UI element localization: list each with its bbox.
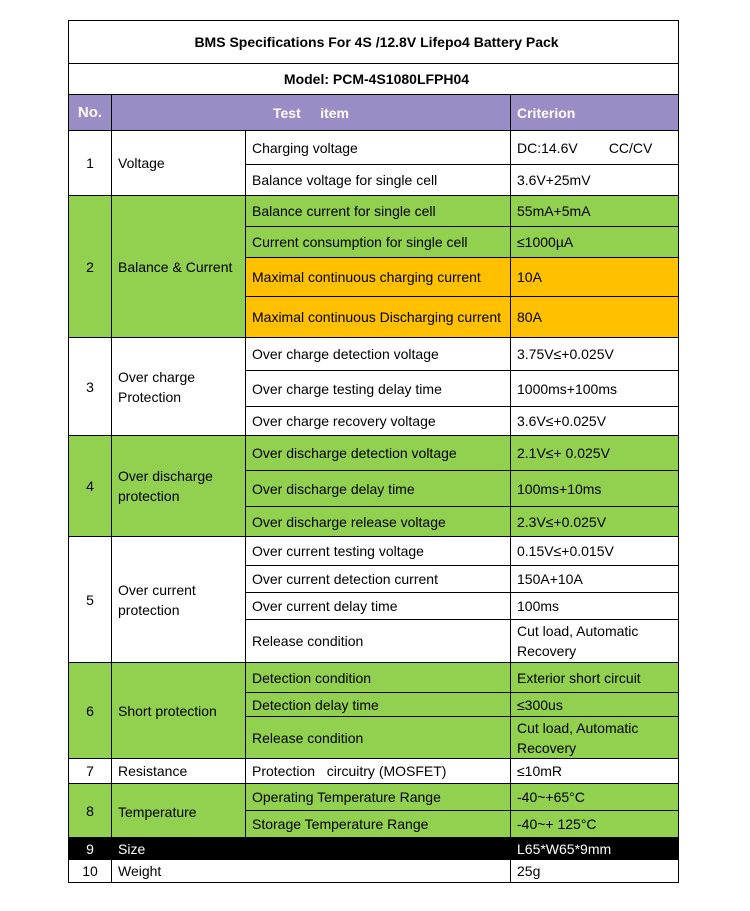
criterion-value: ≤1000µA <box>511 227 679 258</box>
section-label: Voltage <box>112 131 246 196</box>
section-number: 5 <box>69 537 112 663</box>
section-label: Balance & Current <box>112 196 246 338</box>
criterion-value: 3.75V≤+0.025V <box>511 338 679 371</box>
header-row <box>69 95 679 131</box>
criterion-value: Exterior short circuit <box>511 663 679 693</box>
table-row <box>69 784 679 811</box>
section-number: 9 <box>69 838 112 860</box>
table-row <box>69 663 679 693</box>
section-number: 10 <box>69 860 112 883</box>
test-item: Detection delay time <box>246 693 511 717</box>
section-label: Size <box>112 838 511 860</box>
test-item: Over discharge delay time <box>246 471 511 507</box>
test-item: Release condition <box>246 717 511 759</box>
criterion-value: 100ms <box>511 593 679 620</box>
table-row <box>69 338 679 371</box>
section-label: Over charge Protection <box>112 338 246 436</box>
test-item: Over discharge detection voltage <box>246 436 511 471</box>
section-label: Weight <box>112 860 511 883</box>
test-item: Balance voltage for single cell <box>246 165 511 196</box>
section-label: Over current protection <box>112 537 246 663</box>
test-item: Over charge detection voltage <box>246 338 511 371</box>
criterion-value: 2.3V≤+0.025V <box>511 507 679 537</box>
header-no: No. <box>69 95 112 131</box>
test-item: Balance current for single cell <box>246 196 511 227</box>
test-item: Maximal continuous Discharging current <box>246 297 511 338</box>
test-item: Maximal continuous charging current <box>246 258 511 297</box>
test-item: Protection circuitry (MOSFET) <box>246 759 511 784</box>
table-row <box>69 838 679 860</box>
section-number: 2 <box>69 196 112 338</box>
criterion-value: -40~+65°C <box>511 784 679 811</box>
table-row <box>69 860 679 883</box>
criterion-value: ≤10mR <box>511 759 679 784</box>
criterion-value: Cut load, Automatic Recovery <box>511 717 679 759</box>
criterion-value: 80A <box>511 297 679 338</box>
section-label: Over discharge protection <box>112 436 246 537</box>
section-label: Resistance <box>112 759 246 784</box>
title-row <box>69 21 679 64</box>
doc-title: BMS Specifications For 4S /12.8V Lifepo4 Battery Pack <box>69 21 679 64</box>
criterion-value: 55mA+5mA <box>511 196 679 227</box>
test-item: Storage Temperature Range <box>246 811 511 838</box>
test-item: Over current testing voltage <box>246 537 511 566</box>
criterion-value: 10A <box>511 258 679 297</box>
header-test-item: Test item <box>112 95 511 131</box>
criterion-value: L65*W65*9mm <box>511 838 679 860</box>
section-number: 7 <box>69 759 112 784</box>
bms-spec-table <box>68 20 679 883</box>
header-criterion: Criterion <box>511 95 679 131</box>
section-number: 8 <box>69 784 112 838</box>
test-item: Over discharge release voltage <box>246 507 511 537</box>
section-number: 6 <box>69 663 112 759</box>
criterion-value: 25g <box>511 860 679 883</box>
test-item: Over charge testing delay time <box>246 371 511 407</box>
criterion-value: 150A+10A <box>511 566 679 593</box>
criterion-value: Cut load, Automatic Recovery <box>511 620 679 663</box>
test-item: Over current delay time <box>246 593 511 620</box>
test-item: Detection condition <box>246 663 511 693</box>
table-row <box>69 537 679 566</box>
test-item: Current consumption for single cell <box>246 227 511 258</box>
criterion-value: 3.6V≤+0.025V <box>511 407 679 436</box>
criterion-value: 100ms+10ms <box>511 471 679 507</box>
table-row <box>69 436 679 471</box>
criterion-value: ≤300us <box>511 693 679 717</box>
section-number: 4 <box>69 436 112 537</box>
criterion-value: 1000ms+100ms <box>511 371 679 407</box>
table-row <box>69 759 679 784</box>
section-number: 3 <box>69 338 112 436</box>
criterion-value: 0.15V≤+0.015V <box>511 537 679 566</box>
table-row <box>69 196 679 227</box>
criterion-value: 3.6V+25mV <box>511 165 679 196</box>
test-item: Over charge recovery voltage <box>246 407 511 436</box>
model-label: Model: PCM-4S1080LFPH04 <box>69 64 679 95</box>
section-number: 1 <box>69 131 112 196</box>
section-label: Temperature <box>112 784 246 838</box>
model-row <box>69 64 679 95</box>
criterion-value: -40~+ 125°C <box>511 811 679 838</box>
section-label: Short protection <box>112 663 246 759</box>
test-item: Operating Temperature Range <box>246 784 511 811</box>
criterion-value: DC:14.6V CC/CV <box>511 131 679 165</box>
test-item: Release condition <box>246 620 511 663</box>
criterion-value: 2.1V≤+ 0.025V <box>511 436 679 471</box>
test-item: Over current detection current <box>246 566 511 593</box>
test-item: Charging voltage <box>246 131 511 165</box>
table-row <box>69 131 679 165</box>
